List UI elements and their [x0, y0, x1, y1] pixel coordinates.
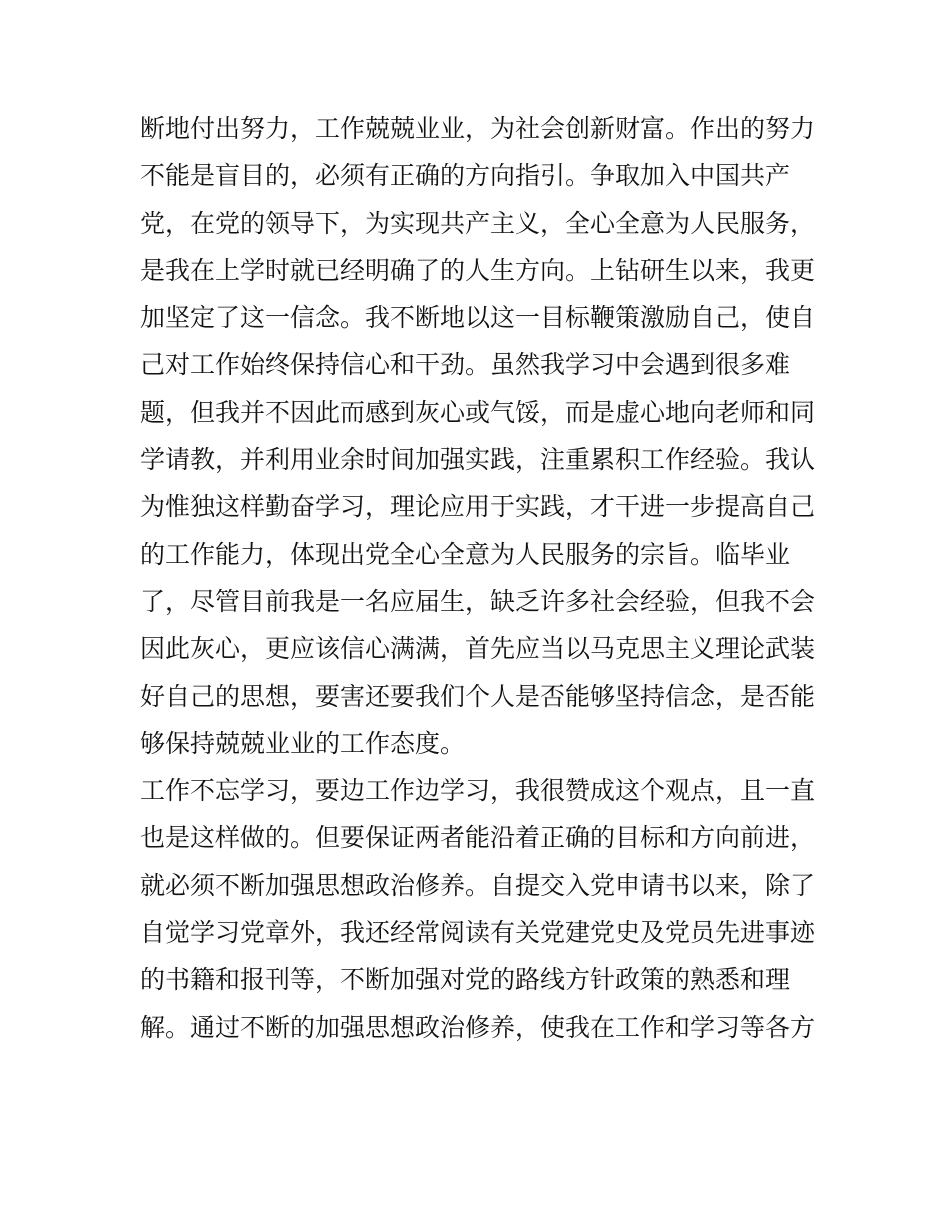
text-line: 题，但我并不因此而感到灰心或气馁，而是虚心地向老师和同: [140, 397, 816, 427]
text-line: 解。通过不断的加强思想政治修养，使我在工作和学习等各方: [140, 1012, 816, 1042]
text-line: 加坚定了这一信念。我不断地以这一目标鞭策激励自己，使自: [140, 303, 816, 333]
text-line: 够保持兢兢业业的工作态度。: [140, 728, 466, 758]
text-line: 自觉学习党章外，我还经常阅读有关党建党史及党员先进事迹: [140, 918, 816, 948]
text-line: 的工作能力，体现出党全心全意为人民服务的宗旨。临毕业: [140, 539, 791, 569]
text-line: 为惟独这样勤奋学习，理论应用于实践，才干进一步提高自己: [140, 492, 816, 522]
text-line: 工作不忘学习，要边工作边学习，我很赞成这个观点，且一直: [140, 776, 816, 806]
text-line: 党，在党的领导下，为实现共产主义，全心全意为人民服务，: [140, 208, 816, 238]
text-line: 不能是盲目的，必须有正确的方向指引。争取加入中国共产: [140, 161, 791, 191]
text-line: 学请教，并利用业余时间加强实践，注重累积工作经验。我认: [140, 445, 816, 475]
text-line: 就必须不断加强思想政治修养。自提交入党申请书以来，除了: [140, 870, 816, 900]
body-text: [140, 105, 820, 1051]
text-line: 是我在上学时就已经明确了的人生方向。上钻研生以来，我更: [140, 255, 816, 285]
text-line: 因此灰心，更应该信心满满，首先应当以马克思主义理论武装: [140, 634, 816, 664]
text-line: 了，尽管目前我是一名应届生，缺乏许多社会经验，但我不会: [140, 586, 816, 616]
text-line: 己对工作始终保持信心和干劲。虽然我学习中会遇到很多难: [140, 350, 791, 380]
text-line: 也是这样做的。但要保证两者能沿着正确的目标和方向前进，: [140, 823, 816, 853]
text-line: 好自己的思想，要害还要我们个人是否能够坚持信念，是否能: [140, 681, 816, 711]
text-line: 断地付出努力，工作兢兢业业，为社会创新财富。作出的努力: [140, 114, 816, 143]
text-line: 的书籍和报刊等，不断加强对党的路线方针政策的熟悉和理: [140, 965, 791, 995]
